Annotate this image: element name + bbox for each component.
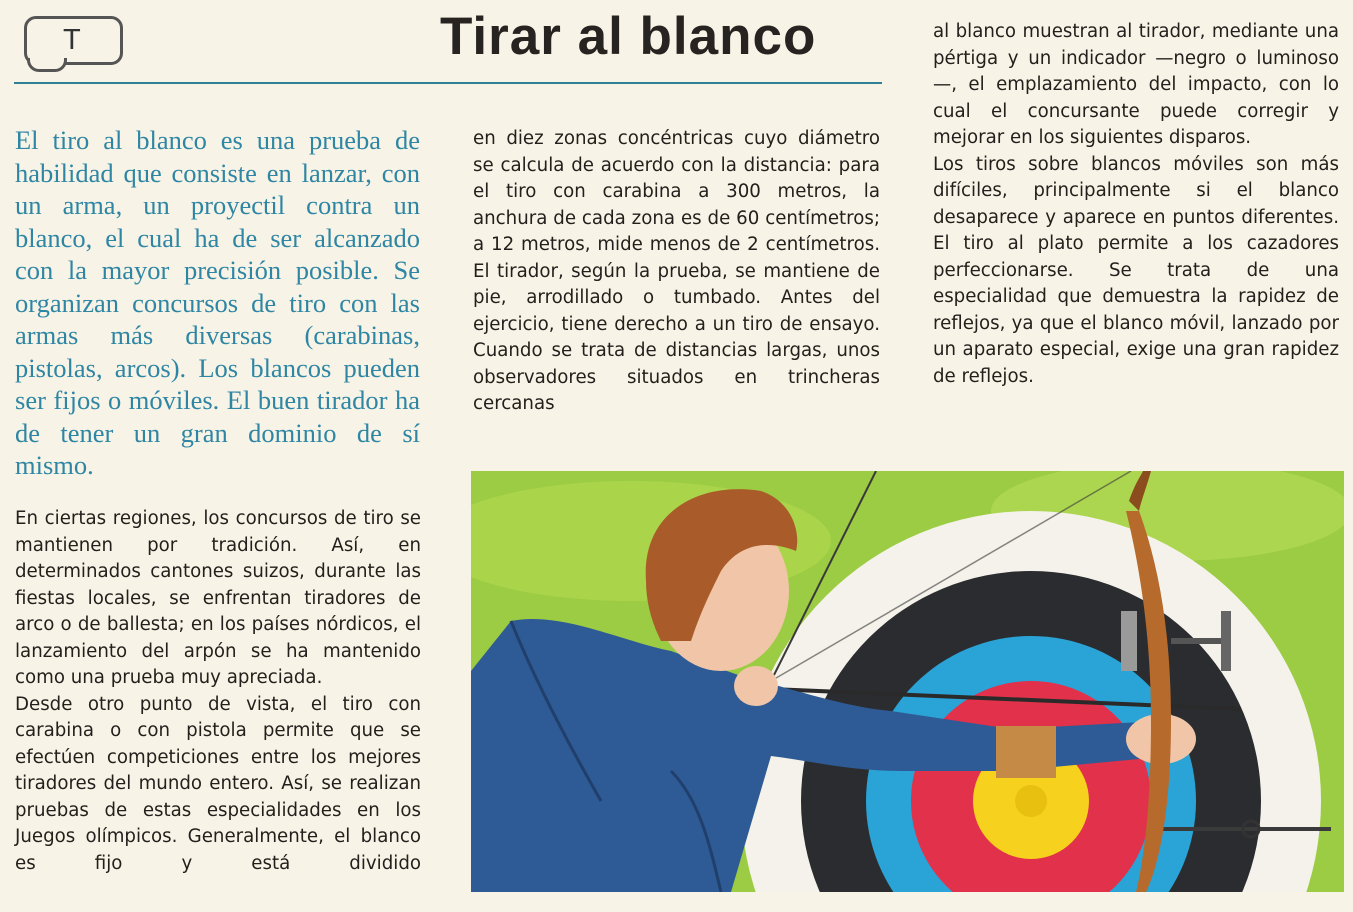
archer-drawing — [471, 471, 1344, 892]
column-1-paragraph-1: En ciertas regiones, los concursos de tiro se mantienen por tradición. Así, en determinados cantones suizos, durante las fiestas locales, se enfrentan tiradores de arco o de ballesta; en los países nórdicos, el lanzamiento del arpón se ha mantenido como una prueba muy apreciada. — [15, 508, 421, 688]
column-1 — [15, 506, 421, 877]
badge-tail — [27, 58, 67, 72]
page-title: Tirar al blanco — [440, 7, 817, 66]
column-2 — [473, 126, 880, 418]
archer-illustration — [471, 471, 1344, 892]
column-2-paragraph-1: en diez zonas concéntricas cuyo diámetro se calcula de acuerdo con la distancia: para el tiro con carabina a 300 metros, la anchura de cada zona es de 60 centímetros; a 12 metros, mide menos de 2 centímetros. El tirador, según la prueba, se mantiene de pie, arrodillado o tumbado. Antes del ejercicio, tiene derecho a un tiro de ensayo. Cuando se trata de distancias largas, unos observadores situados en trincheras cercanas — [473, 128, 880, 414]
column-3-paragraph-1: al blanco muestran al tirador, mediante una pértiga y un indicador —negro o luminoso—, el emplazamiento del impacto, con lo cual el concursante puede corregir y mejorar en los siguientes disparos. — [933, 21, 1339, 148]
column-1-paragraph-2: Desde otro punto de vista, el tiro con carabina o con pistola permite que se efectúen competiciones entre los mejores tiradores del mundo entero. Así, se realizan pruebas de estas especialidades en los Juegos olímpicos. Generalmente, el blanco es fijo y está dividido — [15, 693, 421, 874]
intro-paragraph: El tiro al blanco es una prueba de habilidad que consiste en lanzar, con un arma, un proyectil contra un blanco, el cual ha de ser alcanzado con la mayor precisión posible. Se organizan concursos de tiro con las armas más diversas (carabinas, pistolas, arcos). Los blancos pueden ser fijos o móviles. El buen tirador ha de tener un gran dominio de sí mismo. — [15, 125, 420, 480]
title-rule — [14, 82, 882, 84]
column-3-paragraph-2: Los tiros sobre blancos móviles son más difíciles, principalmente si el blanco desaparece y aparece en puntos diferentes. El tiro al plato permite a los cazadores perfeccionarse. Se trata de una especialidad que demuestra la rapidez de reflejos, ya que el blanco móvil, lanzado por un aparato especial, exige una gran rapidez de reflejos. — [933, 153, 1339, 387]
section-letter: T — [63, 24, 81, 56]
column-3 — [933, 19, 1339, 390]
